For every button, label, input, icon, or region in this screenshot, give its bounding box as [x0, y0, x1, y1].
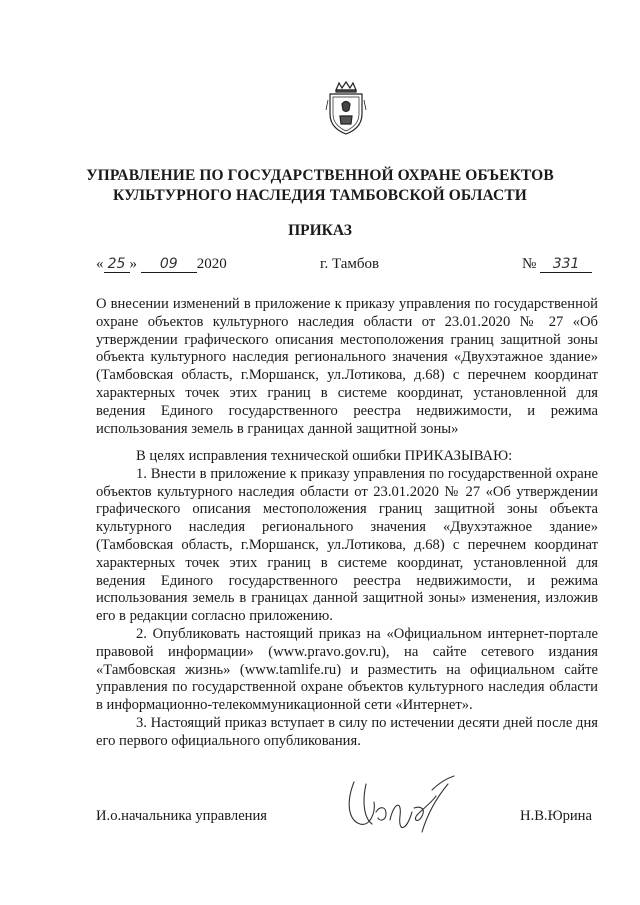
document-date: [96, 256, 227, 273]
number-value: 331: [540, 256, 592, 273]
subject-text: О внесении изменений в приложение к приказу управления по государственной охране объектов культурного наследия области от 23.01.2020 № 27 «Об утверждении графического описания местоположения границ защитной зоны объекта культурного наследия регионального значения «Двухэтажное здание» (Тамбовская область, г.Моршанск, ул.Лотикова, д.68) с перечнем координат характерных точек этих границ в системе координат, установленной для ведения Единого государственного реестра недвижимости, и режима использования земель в границах данной защитной зоны»: [96, 296, 598, 437]
date-year: 2020: [196, 256, 227, 272]
body-item-1: 1. Внести в приложение к приказу управления по государственной охране объектов культурного наследия области от 23.01.2020 № 27 «Об утверждении графического описания местоположения границ защитной зоны объекта культурного наследия регионального значения «Двухэтажное здание» (Тамбовская область, г.Моршанск, ул.Лотикова, д.68) с перечнем координат характерных точек этих границ в системе координат, установленной для ведения Единого государственного реестра недвижимости, и режима использования земель в границах данной защитной зоны» изменения, изложив его в редакции согласно приложению.: [96, 465, 598, 625]
order-subject: [96, 296, 598, 438]
body-item-2: 2. Опубликовать настоящий приказ на «Официальном интернет-портале правовой информации» (www.pravo.gov.ru), на сайте сетевого издания «Тамбовская жизнь» (www.tamlife.ru) и разместить на официальном сайте управления по государственной охране объектов культурного наследия области в информационно-телекоммуникационной сети «Интернет».: [96, 625, 598, 714]
organization-name-line2: КУЛЬТУРНОГО НАСЛЕДИЯ ТАМБОВСКОЙ ОБЛАСТИ: [113, 187, 527, 204]
organization-name-line1: УПРАВЛЕНИЕ ПО ГОСУДАРСТВЕННОЙ ОХРАНЕ ОБЪЕКТОВ: [86, 167, 554, 184]
signatory-title: И.о.начальника управления: [96, 808, 268, 824]
date-quote-close: »: [129, 256, 137, 272]
document-type-title: ПРИКАЗ: [288, 222, 352, 239]
number-label: №: [522, 256, 537, 272]
date-day: 25: [104, 256, 130, 273]
body-item-3: 3. Настоящий приказ вступает в силу по истечении десяти дней после дня его первого официального опубликования.: [96, 714, 598, 749]
document-number: [522, 256, 592, 273]
body-intro: В целях исправления технической ошибки ПРИКАЗЫВАЮ:: [136, 448, 513, 464]
document-city: г. Тамбов: [320, 256, 380, 272]
signature-icon: [336, 772, 466, 842]
date-quote-open: «: [96, 256, 104, 272]
signatory-name: Н.В.Юрина: [520, 808, 592, 824]
order-body: [96, 448, 598, 751]
date-month: 09: [141, 256, 197, 273]
coat-of-arms-icon: [324, 80, 368, 136]
